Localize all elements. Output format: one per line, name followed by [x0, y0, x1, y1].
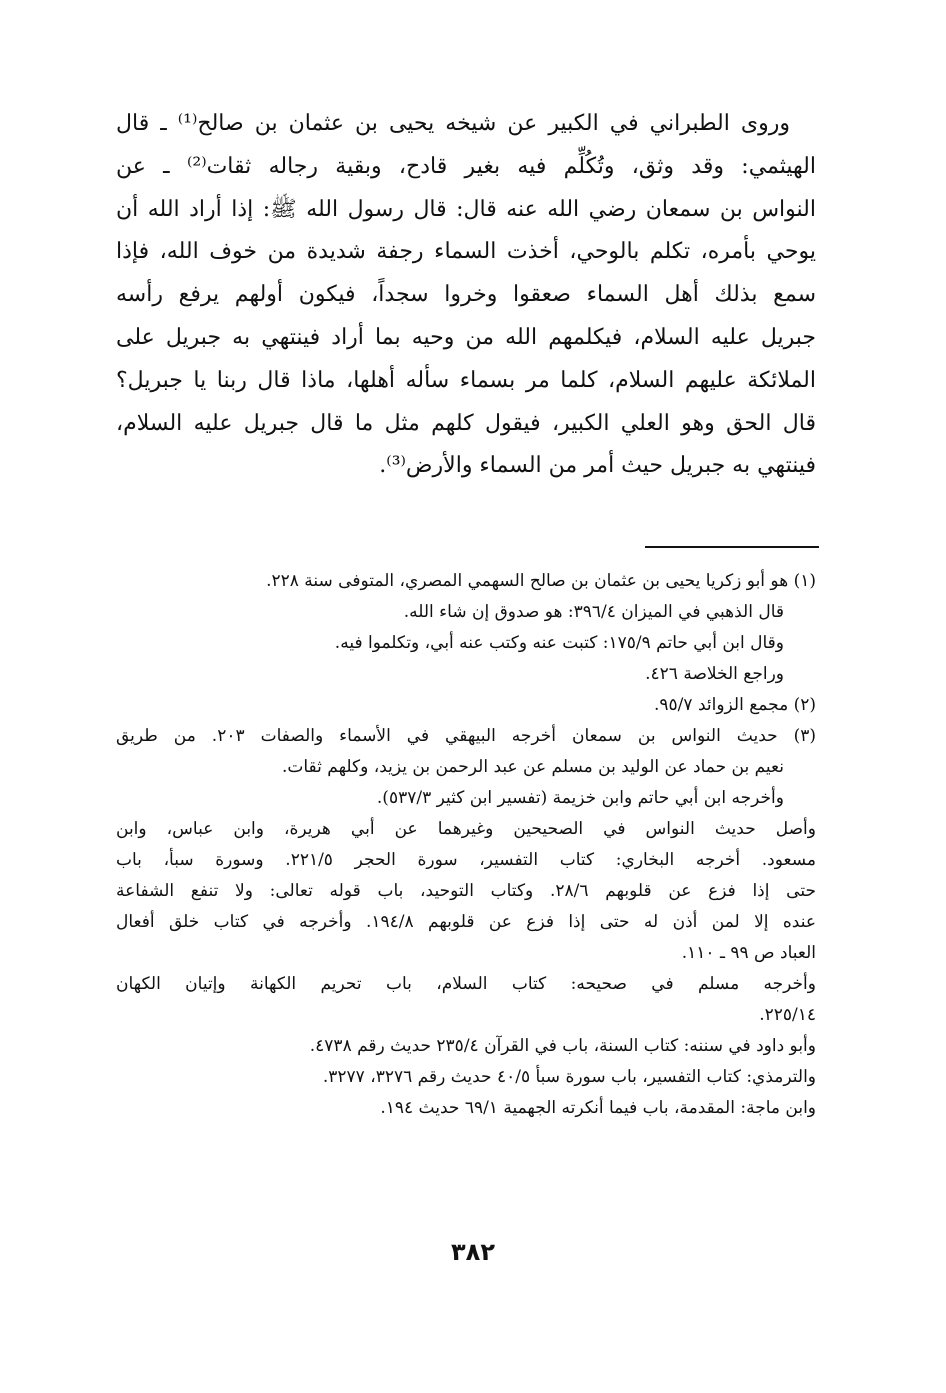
- footnote-line: العباد ص ٩٩ ـ ١١٠.: [681, 943, 816, 963]
- footnote-line: والترمذي: كتاب التفسير، باب سورة سبأ ٤٠/٥ حديث رقم ٣٢٧٦، ٣٢٧٧.: [322, 1067, 816, 1087]
- footnote-line: قال الذهبي في الميزان ٣٩٦/٤: هو صدوق إن شاء الله.: [403, 602, 784, 622]
- footnote-line: نعيم بن حماد عن الوليد بن مسلم عن عبد الرحمن بن يزيد، وكلهم ثقات.: [281, 757, 784, 777]
- main-text-line: النواس بن سمعان رضي الله عنه قال: قال رسول الله ﷺ: إذا أراد الله أن: [116, 196, 816, 222]
- footnote-separator-rule: [645, 546, 819, 548]
- footnote-line: وأخرجه مسلم في صحيحه: كتاب السلام، باب تحريم الكهانة وإتيان الكهان: [116, 974, 816, 994]
- footnote-line: وابن ماجة: المقدمة، باب فيما أنكرته الجهمية ٦٩/١ حديث ١٩٤.: [380, 1098, 816, 1118]
- footnote-line: وقال ابن أبي حاتم ١٧٥/٩: كتبت عنه وكتب عنه أبي، وتكلموا فيه.: [334, 633, 784, 653]
- main-text-line: يوحي بأمره، تكلم بالوحي، أخذت السماء رجفة شديدة من خوف الله، فإذا: [116, 239, 816, 265]
- footnotes-block: [116, 566, 816, 1124]
- footnote-line: عنده إلا لمن أذن له حتى إذا فزع عن قلوبهم ١٩٤/٨. وأخرجه في كتاب خلق أفعال: [116, 912, 816, 932]
- main-text-line: وروى الطبراني في الكبير عن شيخه يحيى بن عثمان بن صالح⁽¹⁾ ـ قال: [116, 111, 790, 136]
- footnote-line: وأصل حديث النواس في الصحيحين وغيرهما عن أبي هريرة، وابن عباس، وابن: [116, 819, 816, 839]
- main-text-line: الملائكة عليهم السلام، كلما مر بسماء سأله أهلها، ماذا قال ربنا يا جبريل؟: [116, 367, 816, 393]
- page-number: ٣٨٢: [451, 1238, 495, 1266]
- main-text-line: سمع بذلك أهل السماء صعقوا وخروا سجداً، فيكون أولهم يرفع رأسه: [116, 282, 816, 308]
- main-text-block: [116, 103, 816, 488]
- main-text-line: قال الحق وهو العلي الكبير، فيقول كلهم مثل ما قال جبريل عليه السلام،: [116, 410, 816, 436]
- footnote-line: مسعود. أخرجه البخاري: كتاب التفسير، سورة الحجر ٢٢١/٥. وسورة سبأ، باب: [116, 850, 816, 870]
- footnote-line: حتى إذا فزع عن قلوبهم ٢٨/٦. وكتاب التوحيد، باب قوله تعالى: ولا تنفع الشفاعة: [116, 881, 816, 901]
- footnote-line: (١) هو أبو زكريا يحيى بن عثمان بن صالح السهمي المصري، المتوفى سنة ٢٢٨.: [266, 571, 816, 591]
- footnote-line: وأبو داود في سننه: كتاب السنة، باب في القرآن ٢٣٥/٤ حديث رقم ٤٧٣٨.: [309, 1036, 816, 1056]
- footnote-line: (٢) مجمع الزوائد ٩٥/٧.: [654, 695, 816, 715]
- footnote-line: ٢٢٥/١٤.: [759, 1005, 816, 1025]
- main-text-line: فينتهي به جبريل حيث أمر من السماء والأرض⁽³⁾.: [379, 453, 816, 479]
- footnote-line: وراجع الخلاصة ٤٢٦.: [645, 664, 784, 684]
- footnote-line: وأخرجه ابن أبي حاتم وابن خزيمة (تفسير ابن كثير ٥٣٧/٣).: [376, 788, 784, 808]
- main-text-line: الهيثمي: وقد وثق، وتُكُلِّم فيه بغير قادح، وبقية رجاله ثقات⁽²⁾ ـ عن: [116, 153, 816, 179]
- footnote-line: (٣) حديث النواس بن سمعان أخرجه البيهقي في الأسماء والصفات ٢٠٣. من طريق: [116, 726, 816, 746]
- main-text-line: جبريل عليه السلام، فيكلمهم الله من وحيه بما أراد فينتهي به جبريل على: [116, 324, 816, 350]
